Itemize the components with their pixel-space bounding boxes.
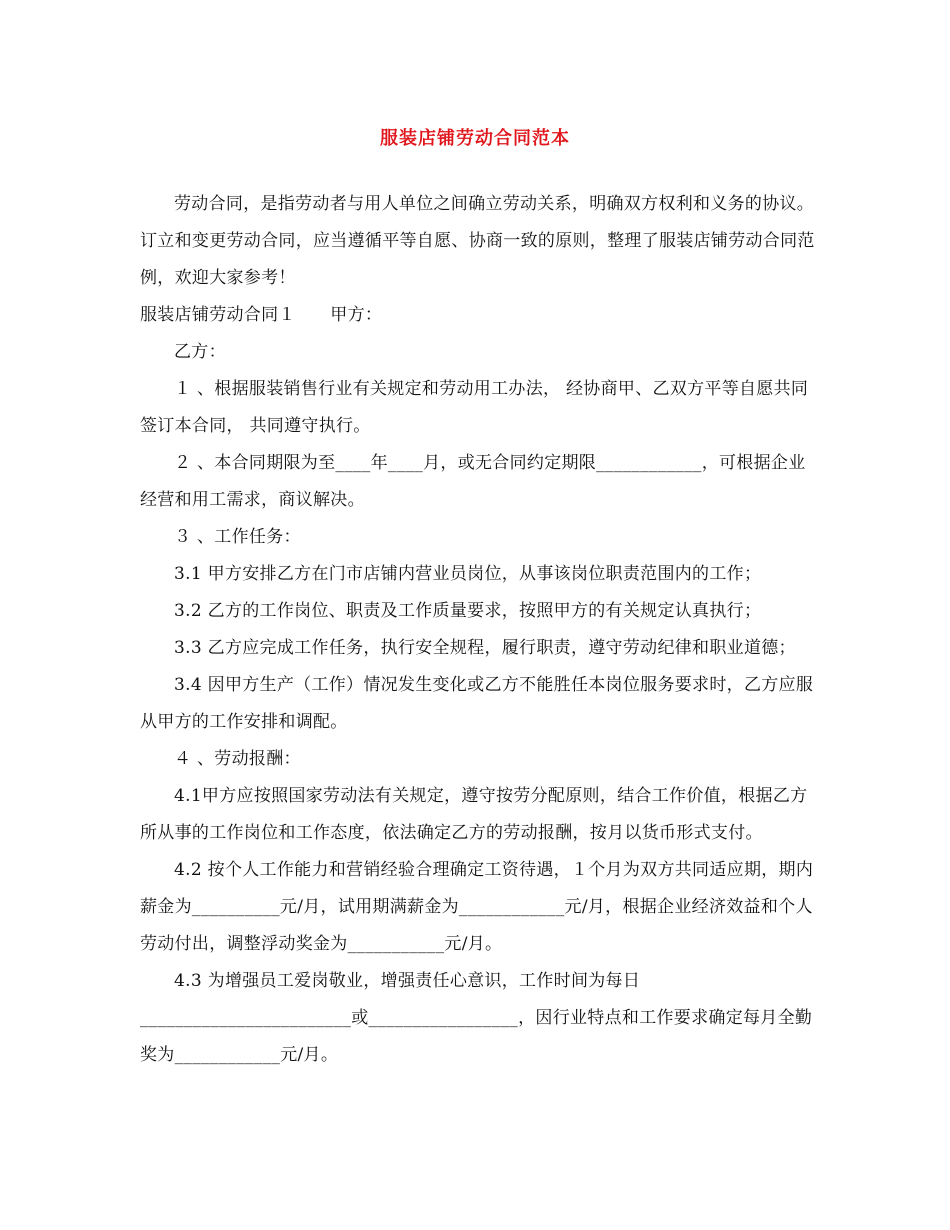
clause-1: １ 、根据服装销售行业有关规定和劳动用工办法， 经协商甲、乙双方平等自愿共同签订本合同， 共同遵守执行。	[140, 379, 809, 436]
clause-3-heading: ３ 、工作任务：	[174, 527, 301, 547]
clause-3-3: 3.3 乙方应完成工作任务，执行安全规程，履行职责，遵守劳动纪律和职业道德；	[174, 638, 796, 658]
clause-4-2: 4.2 按个人工作能力和营销经验合理确定工资待遇，１个月为双方共同适应期，期内薪金为__________元/月，试用期满薪金为____________元/月，根据企业经济效益和个人劳动付出，调整浮动奖金为___________元/月。	[140, 860, 814, 954]
clause-4-3: 4.3 为增强员工爱岗敬业，增强责任心意识，工作时间为每日________________________或_________________，因行业特点和工作要求确定每月全勤奖为____________元/月。	[140, 971, 813, 1065]
clause-4-1: 4.1甲方应按照国家劳动法有关规定，遵守按劳分配原则，结合工作价值，根据乙方所从事的工作岗位和工作态度，依法确定乙方的劳动报酬，按月以货币形式支付。	[140, 786, 808, 843]
clause-3-1: 3.1 甲方安排乙方在门市店铺内营业员岗位，从事该岗位职责范围内的工作；	[174, 564, 762, 584]
party-b-line: 乙方：	[174, 342, 226, 362]
clause-2: ２ 、本合同期限为至____年____月，或无合同约定期限____________，可根据企业经营和用工需求，商议解决。	[140, 453, 806, 510]
document-body	[140, 186, 820, 1074]
clause-4-heading: ４ 、劳动报酬：	[174, 749, 301, 769]
document-title: 服装店铺劳动合同范本	[380, 128, 570, 149]
clause-3-4: 3.4 因甲方生产（工作）情况发生变化或乙方不能胜任本岗位服务要求时，乙方应服从甲方的工作安排和调配。	[140, 675, 814, 732]
intro-paragraph: 劳动合同，是指劳动者与用人单位之间确立劳动关系，明确双方权利和义务的协议。订立和变更劳动合同，应当遵循平等自愿、协商一致的原则，整理了服装店铺劳动合同范例，欢迎大家参考！	[140, 194, 815, 288]
contract-heading-party-a: 服装店铺劳动合同１ 甲方：	[140, 305, 383, 325]
clause-3-2: 3.2 乙方的工作岗位、职责及工作质量要求，按照甲方的有关规定认真执行；	[174, 601, 762, 621]
